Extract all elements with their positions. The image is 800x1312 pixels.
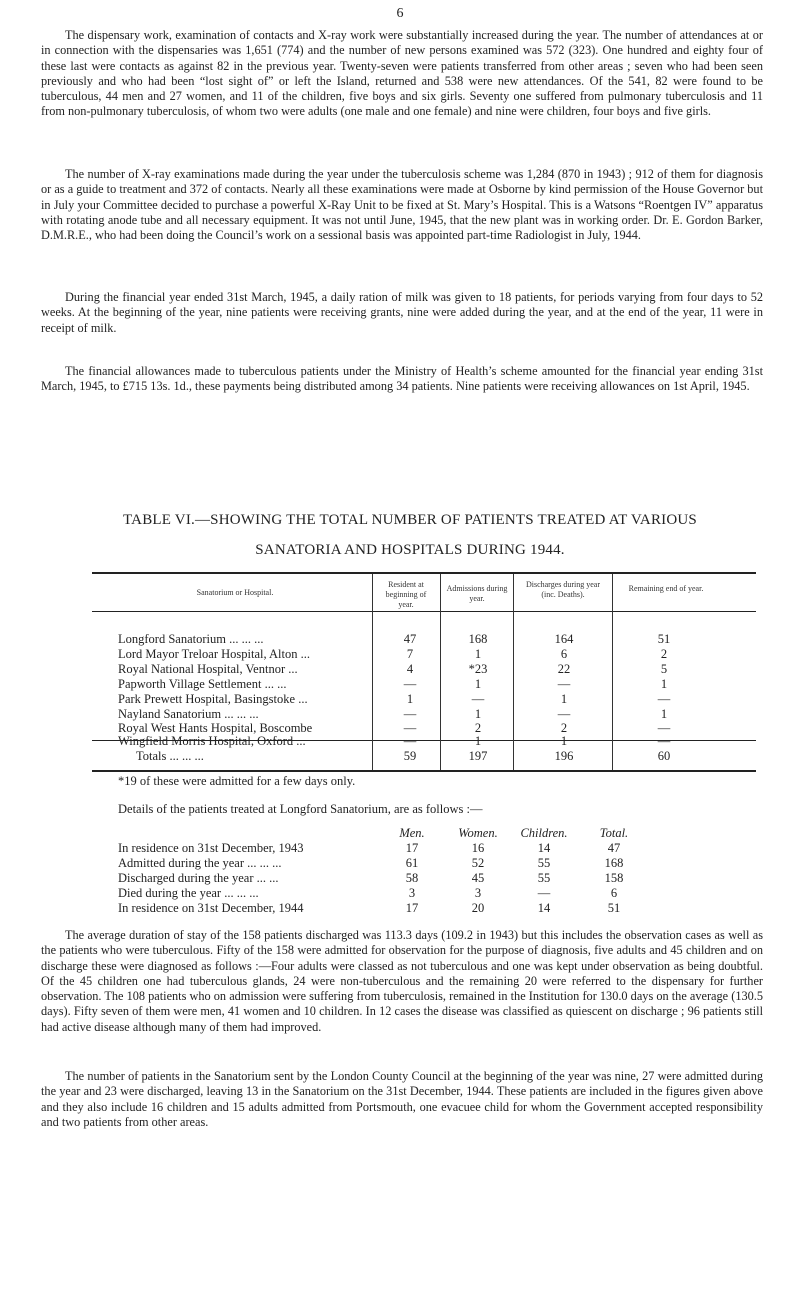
details-children: 14 [537, 901, 551, 915]
cell-resident: — [403, 734, 417, 748]
row-leader: ... ... [261, 677, 287, 691]
cell-admissions: 1 [474, 707, 482, 721]
details-row [118, 886, 738, 901]
row-name: Papworth Village Settlement [118, 677, 262, 691]
details-women: 16 [471, 841, 485, 855]
details-women: 45 [471, 871, 485, 885]
row-name: Royal West Hants Hospital, Boscombe [118, 721, 313, 735]
cell-admissions: — [471, 692, 485, 706]
row-name: Nayland Sanatorium [118, 707, 222, 721]
row-leader: ... [285, 662, 298, 676]
details-header-women: Women. [458, 826, 498, 840]
paragraph-dispensary: The dispensary work, examination of contacts and X-ray work were substantially increased during the year. The number of attendances at or in connection with the dispensaries was 1,651 (774) and the number of new persons examined was 572 (323). One hundred and eighty four of these last were contacts as against 82 in the previous year. Twenty-seven were patients transferred from other areas ; seven who had been seen previously and who had been “lost sight of” or left the Island, returned and 538 were new attendances. Of the 541, 82 were found to be tuberculous, 44 men and 27 women, and 11 of the children, five boys and six girls. Seventy one suffered from pulmonary tuberculosis and 11 from non-pulmonary tuberculosis, of whom two were adults (one male and one female) and nine were children, four boys and five girls. [41, 28, 763, 119]
header-discharges: Discharges during year (inc. Deaths). [525, 580, 601, 599]
details-row [118, 841, 738, 856]
table-title-line2: SANATORIA AND HOSPITALS DURING 1944. [255, 542, 565, 558]
table-bottom-rule [92, 770, 756, 772]
total-resident: 59 [403, 749, 417, 763]
table-row [118, 691, 738, 707]
paragraph-average-stay: The average duration of stay of the 158 patients discharged was 113.3 days (109.2 in 1943) but this includes the observation cases as well as the patients who were tuberculous. Fifty of the 158 were admitted for observation for the purpose of diagnosis, five adults and 45 children and on discharge these were diagnosed as follows :—Four adults were classed as not tuberculous and one was kept under observation as being doubtful. Of the 45 children one had tuberculous glands, 24 were non-tuberculous and the remaining 20 were referred to the dispensary for further observation. The 108 patients who on admission were suffering from tuberculosis, remained in the Institution for 130.0 days on the average (130.5 days). Fifty seven of them were men, 41 women and 10 children. In 12 cases the disease was classified as quiescent on discharge ; 96 patients still had active disease although many of them had improved. [41, 928, 763, 1034]
cell-discharges: — [557, 707, 571, 721]
row-name: Park Prewett Hospital, Basingstoke [118, 692, 296, 706]
details-children: 55 [537, 871, 551, 885]
cell-resident: 1 [406, 692, 414, 706]
details-total: 168 [604, 856, 624, 870]
details-total: 158 [604, 871, 624, 885]
details-children: — [537, 886, 551, 900]
details-row-label: In residence on 31st December, 1944 [118, 901, 304, 915]
cell-remaining: — [657, 692, 671, 706]
cell-admissions: 1 [474, 677, 482, 691]
cell-admissions: 168 [468, 632, 488, 646]
details-total: 51 [607, 901, 621, 915]
details-women: 3 [474, 886, 482, 900]
cell-admissions: 1 [474, 647, 482, 661]
details-header-men: Men. [399, 826, 425, 840]
details-row [118, 901, 738, 916]
details-men: 17 [405, 841, 419, 855]
paragraph-lcc-patients: The number of patients in the Sanatorium sent by the London County Council at the beginning of the year was nine, 27 were admitted during the year and 23 were discharged, leaving 13 in the Sanatorium on the 31st December, 1944. These patients are included in the figures given above and they also include 16 children and 15 adults admitted from Portsmouth, one evacuee child for whom the Government accepted responsibility and two patients from other areas. [41, 1069, 763, 1129]
details-men: 3 [408, 886, 416, 900]
cell-discharges: 6 [560, 647, 568, 661]
details-women: 20 [471, 901, 485, 915]
details-men: 17 [405, 901, 419, 915]
row-leader: ... ... ... [221, 707, 259, 721]
table-row [118, 631, 738, 647]
cell-resident: — [403, 677, 417, 691]
cell-admissions: *23 [468, 662, 488, 676]
total-remaining: 60 [657, 749, 671, 763]
cell-remaining: — [657, 721, 671, 735]
details-row-label: Admitted during the year ... ... ... [118, 856, 282, 870]
total-admissions: 197 [468, 749, 488, 763]
row-name: Wingfield Morris Hospital, Oxford [118, 734, 294, 748]
cell-remaining: 1 [660, 677, 668, 691]
table-title-line1: TABLE VI.—SHOWING THE TOTAL NUMBER OF PATIENTS TREATED AT VARIOUS [123, 512, 697, 528]
cell-remaining: 51 [657, 632, 671, 646]
details-total: 6 [610, 886, 618, 900]
cell-admissions: 2 [474, 721, 482, 735]
totals-label: Totals [136, 749, 167, 763]
cell-resident: — [403, 707, 417, 721]
details-header-total: Total. [599, 826, 629, 840]
page-number: 6 [396, 6, 404, 21]
cell-remaining: 5 [660, 662, 668, 676]
total-discharges: 196 [554, 749, 574, 763]
row-leader: ... [293, 734, 306, 748]
details-table [118, 826, 738, 921]
header-remaining: Remaining end of year. [628, 584, 704, 593]
details-header-children: Children. [520, 826, 568, 840]
details-intro: Details of the patients treated at Longford Sanatorium, are as follows :— [118, 802, 483, 816]
header-resident: Resident at beginning of year. [385, 580, 427, 609]
row-leader: ... [297, 647, 311, 661]
details-children: 14 [537, 841, 551, 855]
table-row [118, 661, 738, 677]
paragraph-milk: During the financial year ended 31st March, 1945, a daily ration of milk was given to 18 patients, for periods varying from four days to 52 weeks. At the beginning of the year, nine patients were receiving grants, nine were added during the year, and at the end of the year, 11 were in receipt of milk. [41, 290, 763, 335]
cell-discharges: 2 [560, 721, 568, 735]
row-leader: ... [295, 692, 308, 706]
row-name: Longford Sanatorium [118, 632, 226, 646]
details-row [118, 856, 738, 871]
row-name: Lord Mayor Treloar Hospital, Alton [118, 647, 298, 661]
cell-remaining: — [657, 734, 671, 748]
cell-admissions: 1 [474, 734, 482, 748]
details-men: 58 [405, 871, 419, 885]
details-row-label: Discharged during the year ... ... [118, 871, 279, 885]
cell-discharges: — [557, 677, 571, 691]
cell-discharges: 22 [557, 662, 571, 676]
cell-discharges: 164 [554, 632, 574, 646]
details-row-label: In residence on 31st December, 1943 [118, 841, 304, 855]
row-name: Royal National Hospital, Ventnor [118, 662, 286, 676]
details-row [118, 871, 738, 886]
cell-remaining: 1 [660, 707, 668, 721]
details-children: 55 [537, 856, 551, 870]
totals-leader: ... ... ... [166, 749, 204, 763]
table-row [118, 676, 738, 692]
cell-discharges: 1 [560, 692, 568, 706]
details-row-label: Died during the year ... ... ... [118, 886, 259, 900]
table-footnote: *19 of these were admitted for a few days only. [118, 774, 356, 788]
cell-remaining: 2 [660, 647, 668, 661]
header-admissions: Admissions during year. [446, 584, 508, 603]
table-totals-row [118, 748, 738, 764]
table-header-rule [92, 611, 756, 612]
details-men: 61 [405, 856, 419, 870]
table-top-rule [92, 572, 756, 574]
cell-resident: 47 [403, 632, 417, 646]
cell-resident: 7 [406, 647, 414, 661]
cell-resident: 4 [406, 662, 414, 676]
details-total: 47 [607, 841, 621, 855]
table-row [118, 733, 738, 749]
cell-discharges: 1 [560, 734, 568, 748]
header-sanatorium: Sanatorium or Hospital. [196, 588, 274, 597]
paragraph-allowances: The financial allowances made to tuberculous patients under the Ministry of Health’s scheme amounted for the financial year ending 31st March, 1945, to £715 13s. 1d., these payments being distributed among 34 patients. Nine patients were receiving allowances on 1st April, 1945. [41, 364, 763, 394]
row-leader: ... ... ... [225, 632, 264, 646]
details-women: 52 [471, 856, 485, 870]
paragraph-xray: The number of X-ray examinations made during the year under the tuberculosis scheme was 1,284 (870 in 1943) ; 912 of them for diagnosis or as a guide to treatment and 372 of contacts. Nearly all these examinations were made at Osborne by kind permission of the House Governor but in July your Committee decided to purchase a powerful X-Ray Unit to be fixed at St. Mary’s Hospital. This is a Watsons “Roentgen IV” apparatus with rotating anode tube and all necessary equipment. It was not until June, 1945, that the new plant was in working order. Dr. E. Gordon Barker, D.M.R.E., who had been doing the Council’s work on a sessional basis was appointed part-time Radiologist in July, 1944. [41, 167, 763, 243]
table-row [118, 646, 738, 662]
cell-resident: — [403, 721, 417, 735]
